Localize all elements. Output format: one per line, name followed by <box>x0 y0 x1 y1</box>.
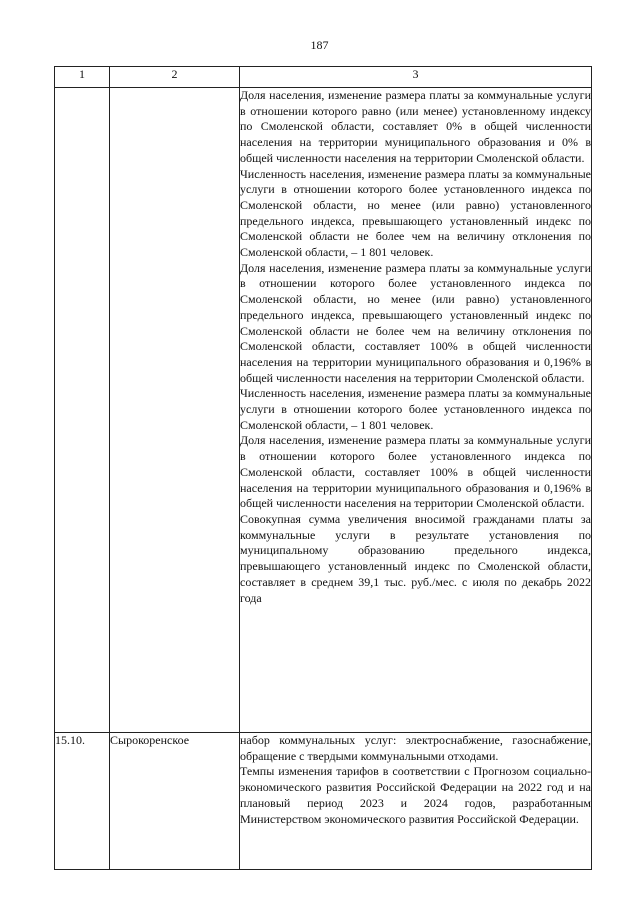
row-description <box>240 88 592 733</box>
page-number: 187 <box>310 38 329 52</box>
table-header-row <box>55 67 592 88</box>
paragraph: Численность населения, изменение размера платы за коммунальные услуги в отношении которого более установленного индекса по Смоленской области, – 1 801 человек. <box>240 386 591 432</box>
table-row <box>55 733 592 870</box>
row-number <box>55 88 110 733</box>
row-name: Сырокоренское <box>110 733 240 870</box>
paragraph: набор коммунальных услуг: электроснабжение, газоснабжение, обращение с твердыми коммунальными отходами. <box>240 733 591 763</box>
row-description <box>240 733 592 870</box>
document-table <box>54 66 592 870</box>
header-cell-2: 2 <box>110 67 240 88</box>
paragraph: Совокупная сумма увеличения вносимой гражданами платы за коммунальные услуги в результате установления по муниципальному образованию предельного индекса, превышающего установленный индекс по Смоленской области, составляет в среднем 39,1 тыс. руб./мес. с июля по декабрь 2022 года <box>240 511 591 605</box>
row-name <box>110 88 240 733</box>
paragraph: Доля населения, изменение размера платы за коммунальные услуги в отношении которого более установленного индекса по Смоленской области, составляет 100% в общей численности населения на территории муниципального образования и 0,196% в общей численности населения на территории Смоленской области. <box>240 433 591 511</box>
paragraph: Доля населения, изменение размера платы за коммунальные услуги в отношении которого равно (или менее) установленному индексу по Смоленской области, составляет 0% в общей численности населения на территории муниципального образования и 0% в общей численности населения на территории Смоленской области. <box>240 88 591 165</box>
paragraph: Темпы изменения тарифов в соответствии с Прогнозом социально-экономического развития Российской Федерации на 2022 год и на плановый период 2023 и 2024 годов, разработанным Министерством экономического развития Российской Федерации. <box>240 764 591 826</box>
row-number: 15.10. <box>55 733 110 870</box>
header-cell-1: 1 <box>55 67 110 88</box>
header-cell-3: 3 <box>240 67 592 88</box>
paragraph: Численность населения, изменение размера платы за коммунальные услуги в отношении которого более установленного индекса по Смоленской области, но менее (или равно) установленного предельного индекса, превышающего установленный индекс по Смоленской области не более чем на величину отклонения по Смоленской области, – 1 801 человек. <box>240 166 591 260</box>
table-row <box>55 88 592 733</box>
paragraph: Доля населения, изменение размера платы за коммунальные услуги в отношении которого более установленного индекса по Смоленской области, но менее (или равно) установленного предельного индекса, превышающего установленный индекс по Смоленской области не более чем на величину отклонения по Смоленской области, составляет 100% в общей численности населения на территории муниципального образования и 0,196% в общей численности населения на территории Смоленской области. <box>240 260 591 385</box>
